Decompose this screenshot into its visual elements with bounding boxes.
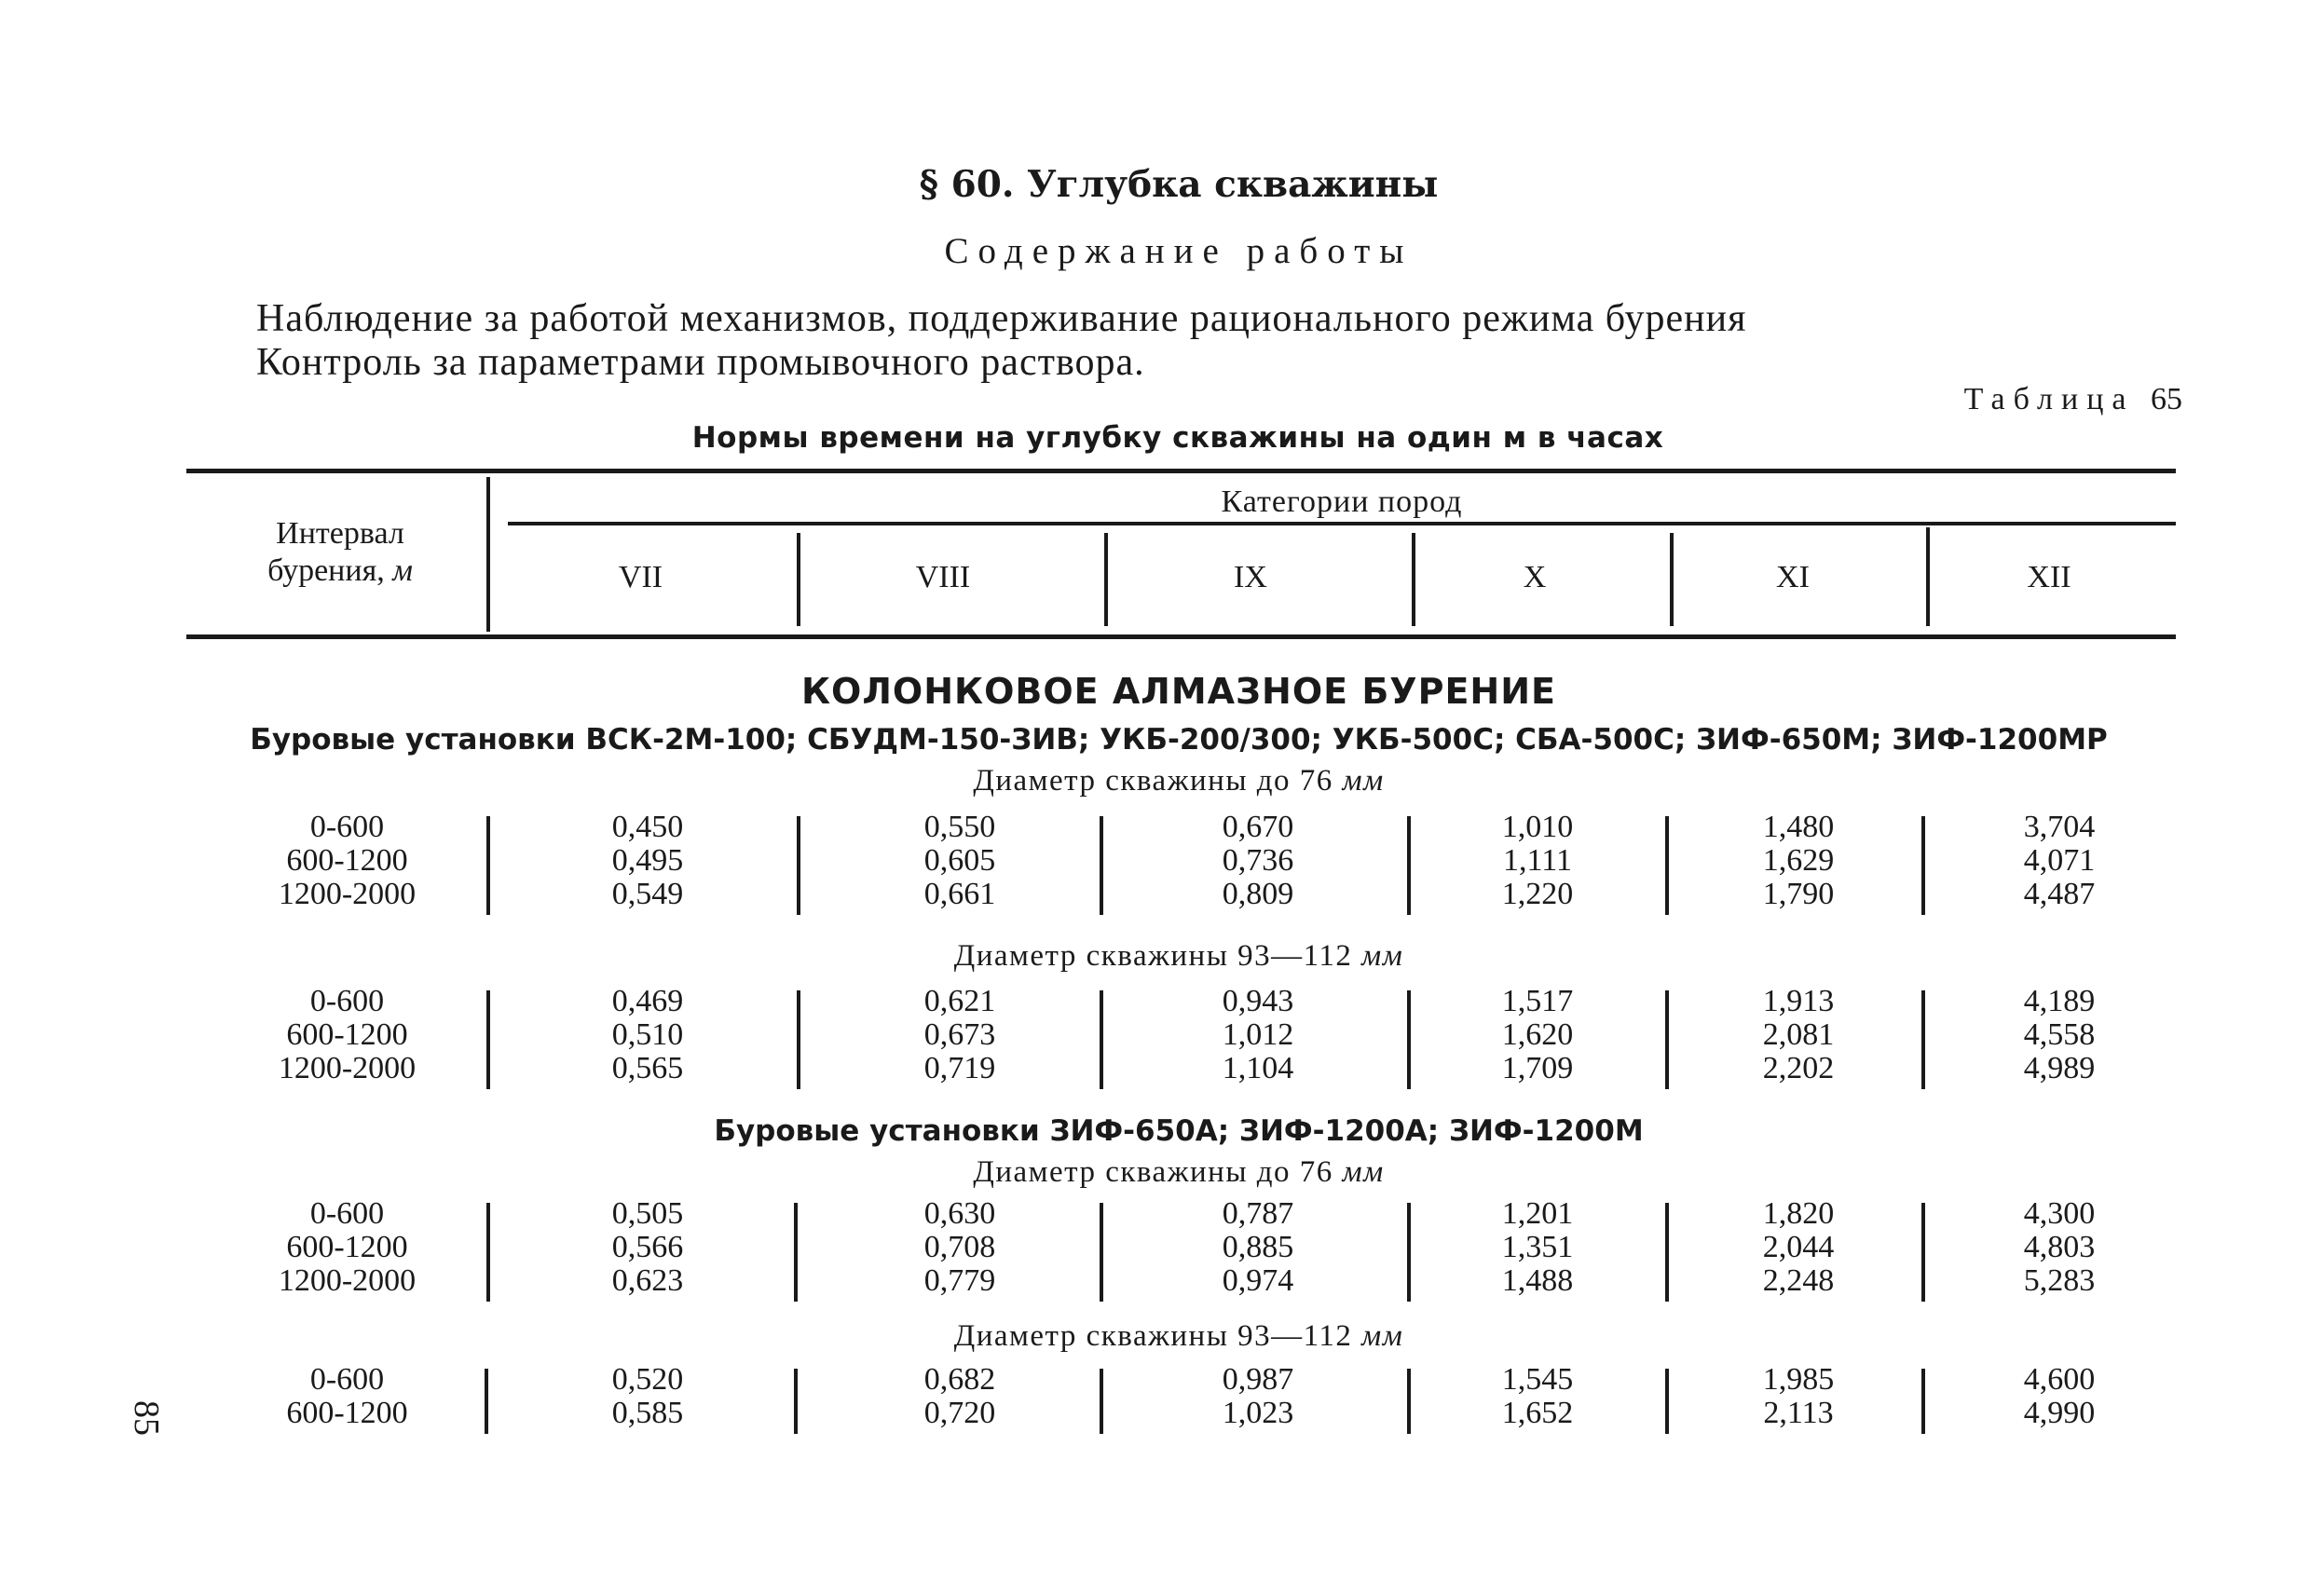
row-divider bbox=[1407, 1369, 1411, 1434]
diameter-label bbox=[0, 1319, 2310, 1354]
table-label-word: Таблица bbox=[1963, 382, 2135, 416]
value-cell: 0,450 bbox=[611, 810, 684, 844]
category-header: VIII bbox=[915, 560, 971, 594]
value-cell: 0,720 bbox=[923, 1396, 996, 1430]
header-divider bbox=[797, 533, 800, 626]
diameter-unit: мм bbox=[1361, 939, 1404, 973]
value-cell: 0,520 bbox=[611, 1362, 684, 1397]
row-divider bbox=[794, 1369, 798, 1434]
row-divider bbox=[1665, 990, 1669, 1089]
value-cell: 1,351 bbox=[1501, 1230, 1574, 1264]
value-cell: 1,480 bbox=[1762, 810, 1835, 844]
value-cell: 2,202 bbox=[1762, 1051, 1835, 1085]
table-caption: Нормы времени на углубку скважины на один м в часах bbox=[691, 421, 1664, 455]
interval-cell: 0-600 bbox=[309, 1196, 385, 1231]
category-header: VII bbox=[618, 560, 663, 594]
row-divider bbox=[486, 990, 490, 1089]
value-cell: 0,510 bbox=[611, 1017, 684, 1052]
diameter-unit: мм bbox=[1361, 1319, 1404, 1353]
value-cell: 0,885 bbox=[1222, 1230, 1294, 1264]
value-cell: 0,787 bbox=[1222, 1196, 1294, 1231]
row-divider bbox=[1921, 1203, 1925, 1302]
diameter-label bbox=[0, 1155, 2310, 1190]
value-cell: 0,549 bbox=[611, 877, 684, 911]
value-cell: 1,629 bbox=[1762, 843, 1835, 878]
paragraph-line-2: Контроль за параметрами промывочного раствора. bbox=[256, 341, 1145, 384]
interval-header-word: бурения, bbox=[267, 553, 385, 588]
diameter-text: Диаметр скважины 93—112 bbox=[953, 939, 1353, 973]
header-divider bbox=[1670, 533, 1674, 626]
value-cell: 1,023 bbox=[1222, 1396, 1294, 1430]
category-header: X bbox=[1523, 560, 1547, 594]
row-divider bbox=[1407, 816, 1411, 915]
row-divider bbox=[797, 990, 800, 1089]
diameter-text: Диаметр скважины до 76 bbox=[973, 1155, 1333, 1189]
value-cell: 1,201 bbox=[1501, 1196, 1574, 1231]
row-divider bbox=[1100, 1203, 1103, 1302]
row-divider bbox=[1665, 1203, 1669, 1302]
value-cell: 4,989 bbox=[2023, 1051, 2096, 1085]
value-cell: 2,081 bbox=[1762, 1017, 1835, 1052]
value-cell: 0,974 bbox=[1222, 1263, 1294, 1298]
section-subtitle: Содержание работы bbox=[944, 231, 1414, 271]
diameter-unit: мм bbox=[1342, 764, 1385, 798]
value-cell: 0,809 bbox=[1222, 877, 1294, 911]
row-divider bbox=[1407, 1203, 1411, 1302]
value-cell: 0,630 bbox=[923, 1196, 996, 1231]
category-header: XII bbox=[2027, 560, 2071, 594]
value-cell: 1,220 bbox=[1501, 877, 1574, 911]
value-cell: 1,985 bbox=[1762, 1362, 1835, 1397]
row-divider bbox=[486, 1203, 490, 1302]
row-divider bbox=[797, 816, 800, 915]
row-divider bbox=[1665, 816, 1669, 915]
interval-cell: 600-1200 bbox=[286, 1396, 408, 1430]
value-cell: 0,505 bbox=[611, 1196, 684, 1231]
interval-cell: 1200-2000 bbox=[278, 1263, 417, 1298]
table-top-rule bbox=[186, 469, 2176, 473]
table-label bbox=[1964, 382, 2182, 417]
categories-header: Категории пород bbox=[1221, 484, 1463, 519]
value-cell: 0,623 bbox=[611, 1263, 684, 1298]
value-cell: 4,803 bbox=[2023, 1230, 2096, 1264]
row-divider bbox=[486, 816, 490, 915]
page-number: 85 bbox=[127, 1400, 166, 1436]
diameter-label bbox=[0, 764, 2310, 798]
row-divider bbox=[1921, 816, 1925, 915]
value-cell: 0,605 bbox=[923, 843, 996, 878]
value-cell: 1,652 bbox=[1501, 1396, 1574, 1430]
value-cell: 1,111 bbox=[1503, 843, 1572, 878]
row-divider bbox=[1407, 990, 1411, 1089]
value-cell: 2,113 bbox=[1763, 1396, 1834, 1430]
value-cell: 1,517 bbox=[1501, 984, 1574, 1018]
value-cell: 0,670 bbox=[1222, 810, 1294, 844]
value-cell: 4,487 bbox=[2023, 877, 2096, 911]
drilling-setups-1: Буровые установки ВСК-2М-100; СБУДМ-150-ЗИВ; УКБ-200/300; УКБ-500С; СБА-500С; ЗИФ-650М; ЗИФ-1200МР bbox=[250, 723, 2108, 757]
value-cell: 0,987 bbox=[1222, 1362, 1294, 1397]
diameter-text: Диаметр скважины 93—112 bbox=[953, 1319, 1353, 1353]
row-divider bbox=[1921, 990, 1925, 1089]
value-cell: 0,682 bbox=[923, 1362, 996, 1397]
interval-cell: 0-600 bbox=[309, 984, 385, 1018]
value-cell: 4,600 bbox=[2023, 1362, 2096, 1397]
value-cell: 1,913 bbox=[1762, 984, 1835, 1018]
interval-cell: 0-600 bbox=[309, 810, 385, 844]
value-cell: 0,566 bbox=[611, 1230, 684, 1264]
row-divider bbox=[1100, 1369, 1103, 1434]
value-cell: 0,585 bbox=[611, 1396, 684, 1430]
value-cell: 1,545 bbox=[1501, 1362, 1574, 1397]
interval-cell: 1200-2000 bbox=[278, 1051, 417, 1085]
header-divider bbox=[1104, 533, 1108, 626]
interval-cell: 600-1200 bbox=[286, 1017, 408, 1052]
value-cell: 1,790 bbox=[1762, 877, 1835, 911]
value-cell: 0,943 bbox=[1222, 984, 1294, 1018]
value-cell: 0,708 bbox=[923, 1230, 996, 1264]
value-cell: 2,044 bbox=[1762, 1230, 1835, 1264]
interval-cell: 600-1200 bbox=[286, 1230, 408, 1264]
value-cell: 0,661 bbox=[923, 877, 996, 911]
value-cell: 1,104 bbox=[1222, 1051, 1294, 1085]
row-divider bbox=[1665, 1369, 1669, 1434]
value-cell: 0,550 bbox=[923, 810, 996, 844]
diameter-text: Диаметр скважины до 76 bbox=[973, 764, 1333, 798]
value-cell: 1,620 bbox=[1501, 1017, 1574, 1052]
diameter-label bbox=[0, 939, 2310, 974]
row-divider bbox=[1100, 816, 1103, 915]
value-cell: 1,488 bbox=[1501, 1263, 1574, 1298]
value-cell: 1,820 bbox=[1762, 1196, 1835, 1231]
header-divider bbox=[1412, 533, 1415, 626]
row-divider bbox=[485, 1369, 488, 1434]
row-divider bbox=[1100, 990, 1103, 1089]
value-cell: 4,300 bbox=[2023, 1196, 2096, 1231]
value-cell: 4,071 bbox=[2023, 843, 2096, 878]
row-divider bbox=[794, 1203, 798, 1302]
value-cell: 4,189 bbox=[2023, 984, 2096, 1018]
value-cell: 2,248 bbox=[1762, 1263, 1835, 1298]
value-cell: 0,673 bbox=[923, 1017, 996, 1052]
value-cell: 1,010 bbox=[1501, 810, 1574, 844]
categories-rule bbox=[508, 522, 2176, 525]
value-cell: 0,469 bbox=[611, 984, 684, 1018]
table-number: 65 bbox=[2151, 382, 2182, 416]
value-cell: 5,283 bbox=[2023, 1263, 2096, 1298]
value-cell: 0,736 bbox=[1222, 843, 1294, 878]
interval-cell: 600-1200 bbox=[286, 843, 408, 878]
header-divider bbox=[1926, 527, 1930, 626]
interval-header bbox=[210, 515, 471, 590]
drilling-type-title: КОЛОНКОВОЕ АЛМАЗНОЕ БУРЕНИЕ bbox=[801, 671, 1556, 712]
header-bottom-rule bbox=[186, 634, 2176, 639]
value-cell: 0,779 bbox=[923, 1263, 996, 1298]
value-cell: 4,990 bbox=[2023, 1396, 2096, 1430]
value-cell: 0,719 bbox=[923, 1051, 996, 1085]
interval-cell: 0-600 bbox=[309, 1362, 385, 1397]
value-cell: 0,621 bbox=[923, 984, 996, 1018]
value-cell: 0,495 bbox=[611, 843, 684, 878]
interval-header-line1: Интервал bbox=[276, 516, 404, 551]
paragraph-line-1: Наблюдение за работой механизмов, поддерживание рационального режима бурения bbox=[256, 297, 1747, 340]
section-title: § 60. Углубка скважины bbox=[919, 163, 1439, 206]
interval-header-line2 bbox=[210, 552, 471, 590]
interval-unit: м bbox=[392, 553, 413, 588]
value-cell: 0,565 bbox=[611, 1051, 684, 1085]
drilling-setups-2: Буровые установки ЗИФ-650А; ЗИФ-1200А; ЗИФ-1200М bbox=[714, 1114, 1644, 1148]
value-cell: 1,709 bbox=[1501, 1051, 1574, 1085]
category-header: XI bbox=[1776, 560, 1810, 594]
row-divider bbox=[1921, 1369, 1925, 1434]
diameter-unit: мм bbox=[1342, 1155, 1385, 1189]
value-cell: 3,704 bbox=[2023, 810, 2096, 844]
header-divider bbox=[486, 477, 490, 632]
interval-cell: 1200-2000 bbox=[278, 877, 417, 911]
category-header: IX bbox=[1234, 560, 1267, 594]
value-cell: 4,558 bbox=[2023, 1017, 2096, 1052]
value-cell: 1,012 bbox=[1222, 1017, 1294, 1052]
